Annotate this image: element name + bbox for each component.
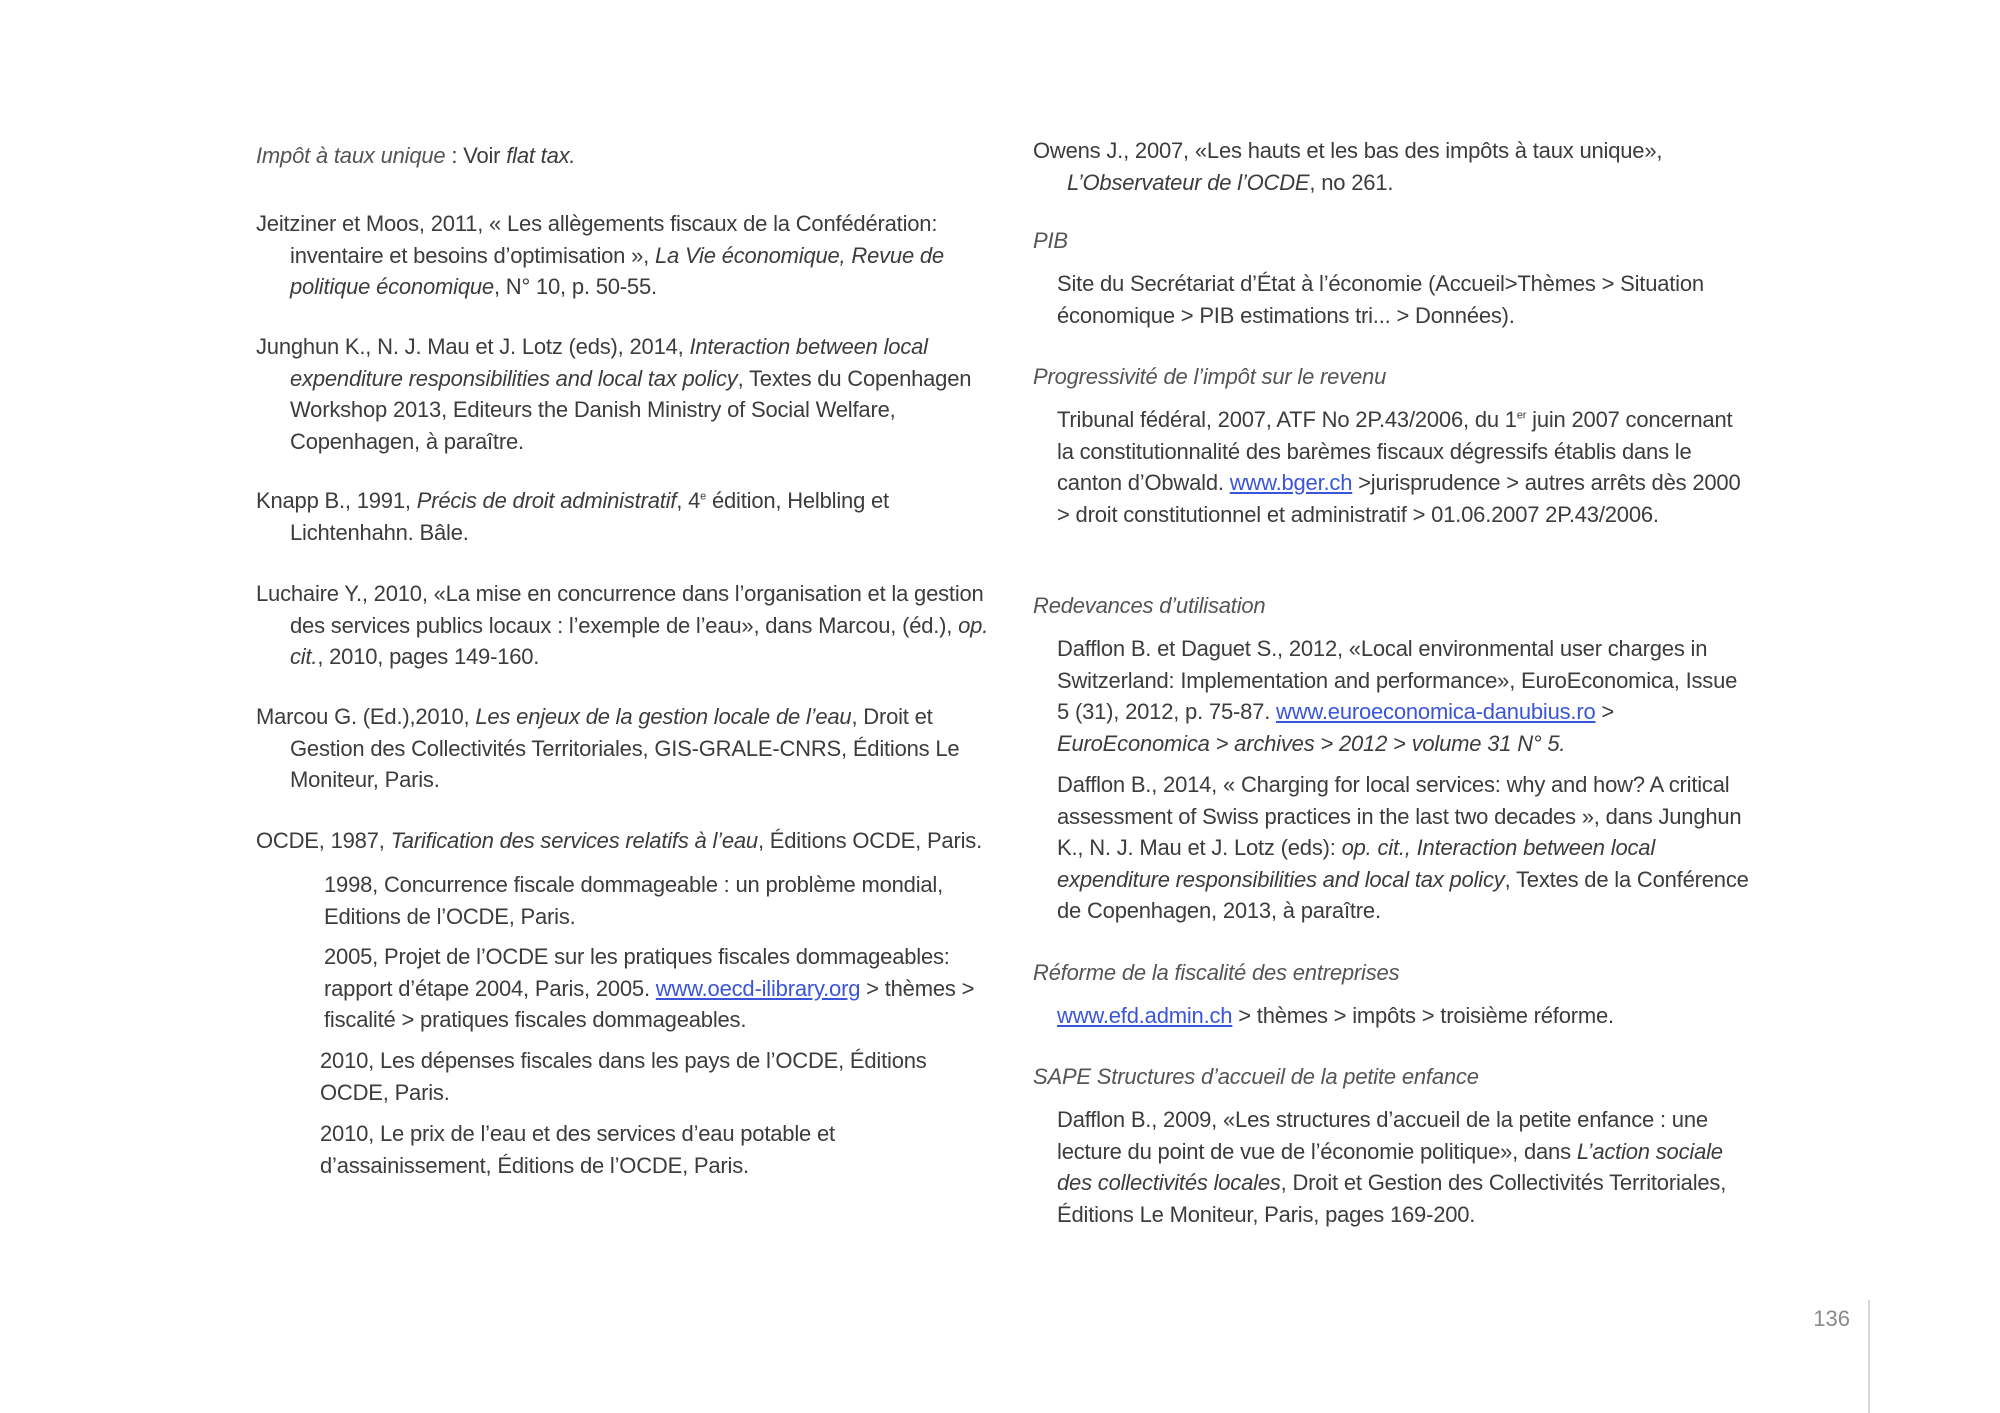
entry-text: >jurisprudence > autres arrêts dès 2000 > droit constitutionnel et administratif > 01.06.2007 2P.43/2006. [1057, 470, 1741, 527]
entry-impot-taux-unique [256, 140, 996, 172]
entry-junghun [256, 331, 996, 457]
entry-text: Junghun K., N. J. Mau et J. Lotz (eds), 2014, [256, 334, 690, 359]
entry-dafflon-2009 [1033, 1104, 1753, 1230]
entry-dafflon-2014 [1033, 769, 1753, 927]
entry-text: , 4 [676, 488, 701, 513]
entry-italic: op. cit. [290, 612, 989, 669]
entry-text: , Éditions OCDE, Paris. [757, 828, 982, 853]
entry-text: , Textes de la Conférence de Copenhagen, 2013, à paraître. [1057, 866, 1749, 923]
efd-admin-link[interactable]: www.efd.admin.ch [1057, 1003, 1233, 1028]
entry-text: > [1595, 699, 1615, 724]
entry-knapp [256, 485, 996, 548]
entry-pib [1033, 268, 1753, 331]
entry-text: > thèmes > fiscalité > pratiques fiscales dommageables. [324, 975, 975, 1032]
superscript: er [1516, 409, 1527, 422]
euroeconomica-link[interactable]: www.euroeconomica-danubius.ro [1276, 699, 1596, 724]
entry-text: , 2010, pages 149-160. [317, 644, 540, 669]
entry-text: 1998, Concurrence fiscale dommageable : un problème mondial, Editions de l’OCDE, Paris. [324, 872, 944, 929]
entry-marcou [256, 701, 996, 796]
entry-text: : Voir [445, 143, 507, 168]
entry-text: Marcou G. (Ed.),2010, [256, 704, 476, 729]
entry-italic: La Vie économique, Revue de politique économique [290, 242, 944, 299]
entry-text: Luchaire Y., 2010, «La mise en concurrence dans l’organisation et la gestion des services publics locaux : l’exemple de l’eau», dans Marcou, (éd.), [256, 581, 984, 638]
heading-pib: PIB [1033, 228, 1068, 253]
bger-link[interactable]: www.bger.ch [1229, 470, 1353, 495]
entry-text: Tribunal fédéral, 2007, ATF No 2P.43/2006, du 1 [1057, 407, 1517, 432]
entry-text: , N° 10, p. 50-55. [493, 274, 657, 299]
entry-text: Site du Secrétariat d’État à l’économie (Accueil>Thèmes > Situation économique > PIB estimations tri... > Données). [1057, 271, 1704, 328]
entry-dafflon-2012 [1033, 633, 1753, 759]
entry-italic: Tarification des services relatifs à l’eau [390, 828, 758, 853]
entry-ocde-2010-depenses [256, 1045, 996, 1108]
entry-italic: Interaction between local expenditure responsibilities and local tax policy [290, 334, 928, 391]
entry-text: Jeitziner et Moos, 2011, « Les allègements fiscaux de la Confédération: inventaire et besoins d’optimisation », [256, 211, 938, 268]
entry-tribunal-federal [1033, 404, 1753, 530]
entry-ocde-2010-eau [256, 1118, 996, 1181]
entry-text: , Droit et Gestion des Collectivités Territoriales, GIS-GRALE-CNRS, Éditions Le Moniteur, Paris. [290, 704, 960, 792]
entry-text: , Droit et Gestion des Collectivités Territoriales, Éditions Le Moniteur, Paris, pages 169-200. [1057, 1170, 1727, 1227]
entry-text: , Textes du Copenhagen Workshop 2013, Editeurs the Danish Ministry of Social Welfare, Copenhagen, à paraître. [290, 365, 972, 454]
heading-reforme: Réforme de la fiscalité des entreprises [1033, 960, 1400, 985]
page-divider [1868, 1300, 1870, 1413]
heading-sape: SAPE Structures d’accueil de la petite enfance [1033, 1064, 1479, 1089]
entry-ocde-2005 [256, 941, 996, 1036]
entry-italic: EuroEconomica > archives > 2012 > volume 31 N° 5. [1057, 730, 1566, 756]
entry-text: Dafflon B., 2014, « Charging for local services: why and how? A critical assessment of Swiss practices in the last two decades », dans Junghun K., N. J. Mau et J. Lotz (eds): [1057, 772, 1742, 860]
entry-text: Owens J., 2007, «Les hauts et les bas des impôts à taux unique», [1033, 138, 1663, 163]
entry-text: Knapp B., 1991, [256, 488, 417, 513]
heading-progressivite: Progressivité de l’impôt sur le revenu [1033, 364, 1387, 389]
heading-redevances: Redevances d’utilisation [1033, 593, 1266, 618]
page-number: 136 [1813, 1306, 1850, 1331]
entry-text: 2010, Les dépenses fiscales dans les pays de l’OCDE, Éditions OCDE, Paris. [320, 1048, 927, 1105]
entry-text: 2005, Projet de l’OCDE sur les pratiques fiscales dommageables: rapport d’étape 2004, Paris, 2005. [324, 944, 950, 1001]
entry-efd [1033, 1000, 1753, 1032]
entry-text: Dafflon B. et Daguet S., 2012, «Local environmental user charges in Switzerland: Implementation and performance», EuroEconomica, Issue 5 (31), 2012, p. 75-87. [1057, 636, 1738, 724]
entry-italic: L’action sociale des collectivités locales [1057, 1138, 1723, 1195]
entry-text: , no 261. [1309, 169, 1394, 195]
entry-ocde-1987 [256, 825, 996, 857]
entry-luchaire [256, 578, 996, 673]
entry-text: > thèmes > impôts > troisième réforme. [1232, 1003, 1614, 1028]
entry-text: OCDE, 1987, [256, 828, 391, 853]
oecd-ilibrary-link[interactable]: www.oecd-ilibrary.org [655, 975, 861, 1001]
entry-text: édition, Helbling et Lichtenhahn. Bâle. [290, 488, 889, 545]
entry-owens [1033, 135, 1753, 198]
entry-jeitziner [256, 208, 996, 303]
entry-text: 2010, Le prix de l’eau et des services d’eau potable et d’assainissement, Éditions de l’OCDE, Paris. [320, 1121, 835, 1178]
entry-italic: Les enjeux de la gestion locale de l’eau [475, 704, 852, 729]
entry-text: juin 2007 concernant la constitutionnalité des barèmes fiscaux dégressifs établis dans le canton d’Obwald. [1057, 407, 1733, 495]
entry-text: Dafflon B., 2009, «Les structures d’accueil de la petite enfance : une lecture du point de vue de l’économie politique», dans [1057, 1107, 1708, 1164]
entry-italic: L’Observateur de l’OCDE [1067, 169, 1310, 195]
superscript: e [700, 490, 707, 503]
entry-italic: op. cit., Interaction between local expenditure responsibilities and local tax policy [1057, 835, 1656, 892]
entry-heading: Impôt à taux unique [256, 143, 446, 168]
entry-ocde-1998 [256, 869, 996, 932]
entry-italic: Précis de droit administratif [416, 488, 677, 513]
entry-italic: flat tax. [506, 143, 576, 168]
